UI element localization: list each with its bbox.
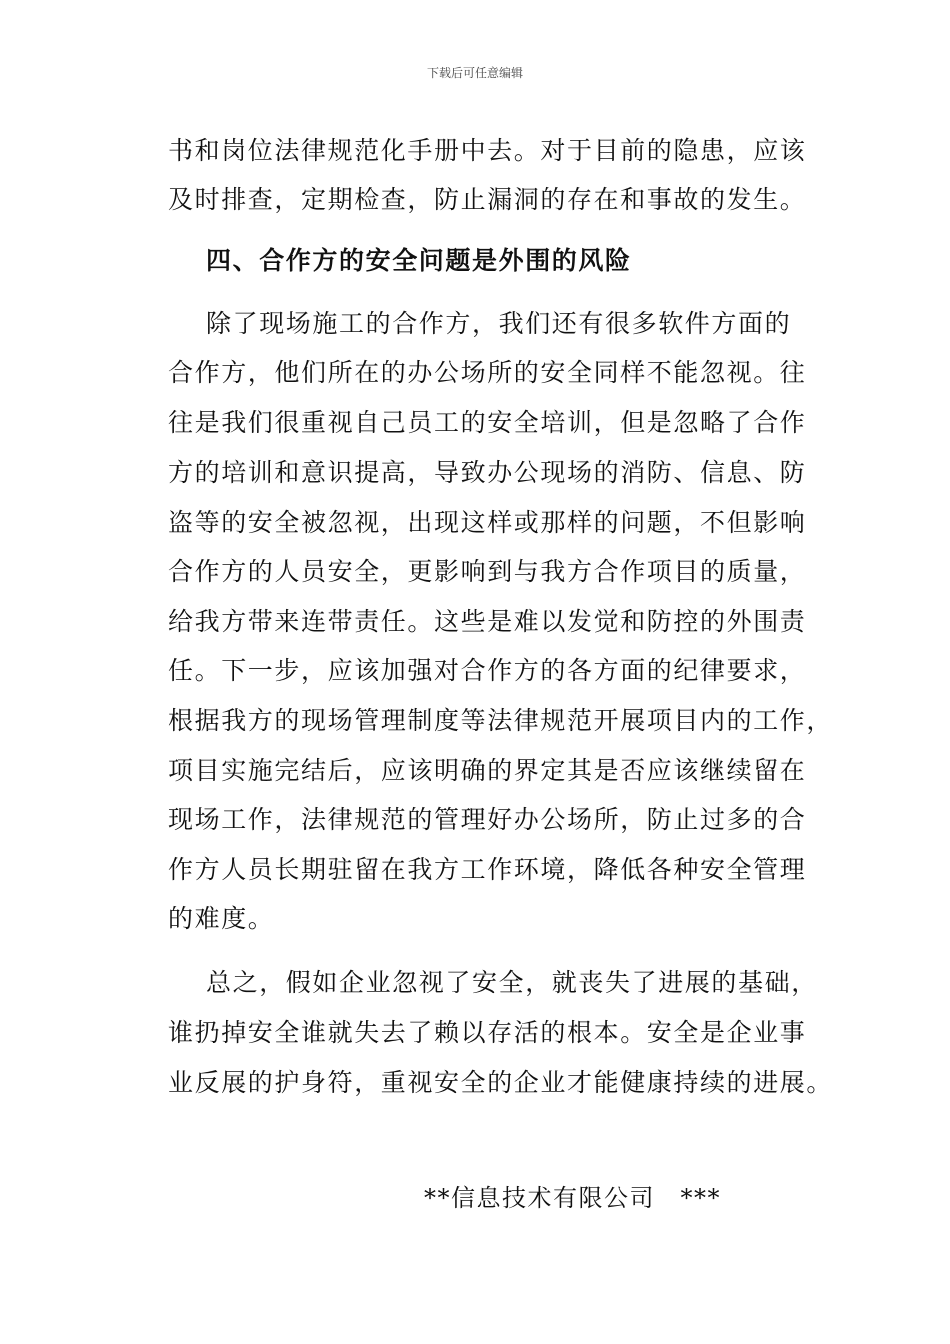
text-line: 方的培训和意识提高，导致办公现场的消防、信息、防 [168, 458, 807, 487]
text-line: 任。下一步，应该加强对合作方的各方面的纪律要求， [168, 656, 807, 685]
text-line: 业反展的护身符，重视安全的企业才能健康持续的进展。 [168, 1068, 834, 1097]
section-heading: 四、合作方的安全问题是外围的风险 [206, 246, 632, 275]
text-line: 盗等的安全被忽视，出现这样或那样的问题，不但影响 [168, 508, 807, 537]
text-line: 合作方的人员安全，更影响到与我方合作项目的质量， [168, 557, 807, 586]
text-line: 谁扔掉安全谁就失去了赖以存活的根本。安全是企业事 [168, 1018, 807, 1047]
text-line: 给我方带来连带责任。这些是难以发觉和防控的外围责 [168, 607, 807, 636]
text-line: 往是我们很重视自己员工的安全培训，但是忽略了合作 [168, 408, 807, 437]
company-signature: **信息技术有限公司 *** [424, 1184, 721, 1212]
text-line: 及时排查，定期检查，防止漏洞的存在和事故的发生。 [168, 185, 807, 214]
text-line: 作方人员长期驻留在我方工作环境，降低各种安全管理 [168, 855, 807, 884]
text-line: 总之，假如企业忽视了安全，就丧失了进展的基础， [206, 968, 818, 997]
text-line: 除了现场施工的合作方，我们还有很多软件方面的 [206, 309, 792, 338]
page-header: 下载后可任意编辑 [426, 66, 523, 80]
text-line: 书和岗位法律规范化手册中去。对于目前的隐患，应该 [168, 136, 807, 165]
text-line: 现场工作，法律规范的管理好办公场所，防止过多的合 [168, 805, 807, 834]
text-line: 合作方，他们所在的办公场所的安全同样不能忽视。往 [168, 358, 807, 387]
text-line: 项目实施完结后，应该明确的界定其是否应该继续留在 [168, 756, 807, 785]
text-line: 根据我方的现场管理制度等法律规范开展项目内的工作， [168, 706, 834, 735]
text-line: 的难度。 [168, 904, 275, 933]
